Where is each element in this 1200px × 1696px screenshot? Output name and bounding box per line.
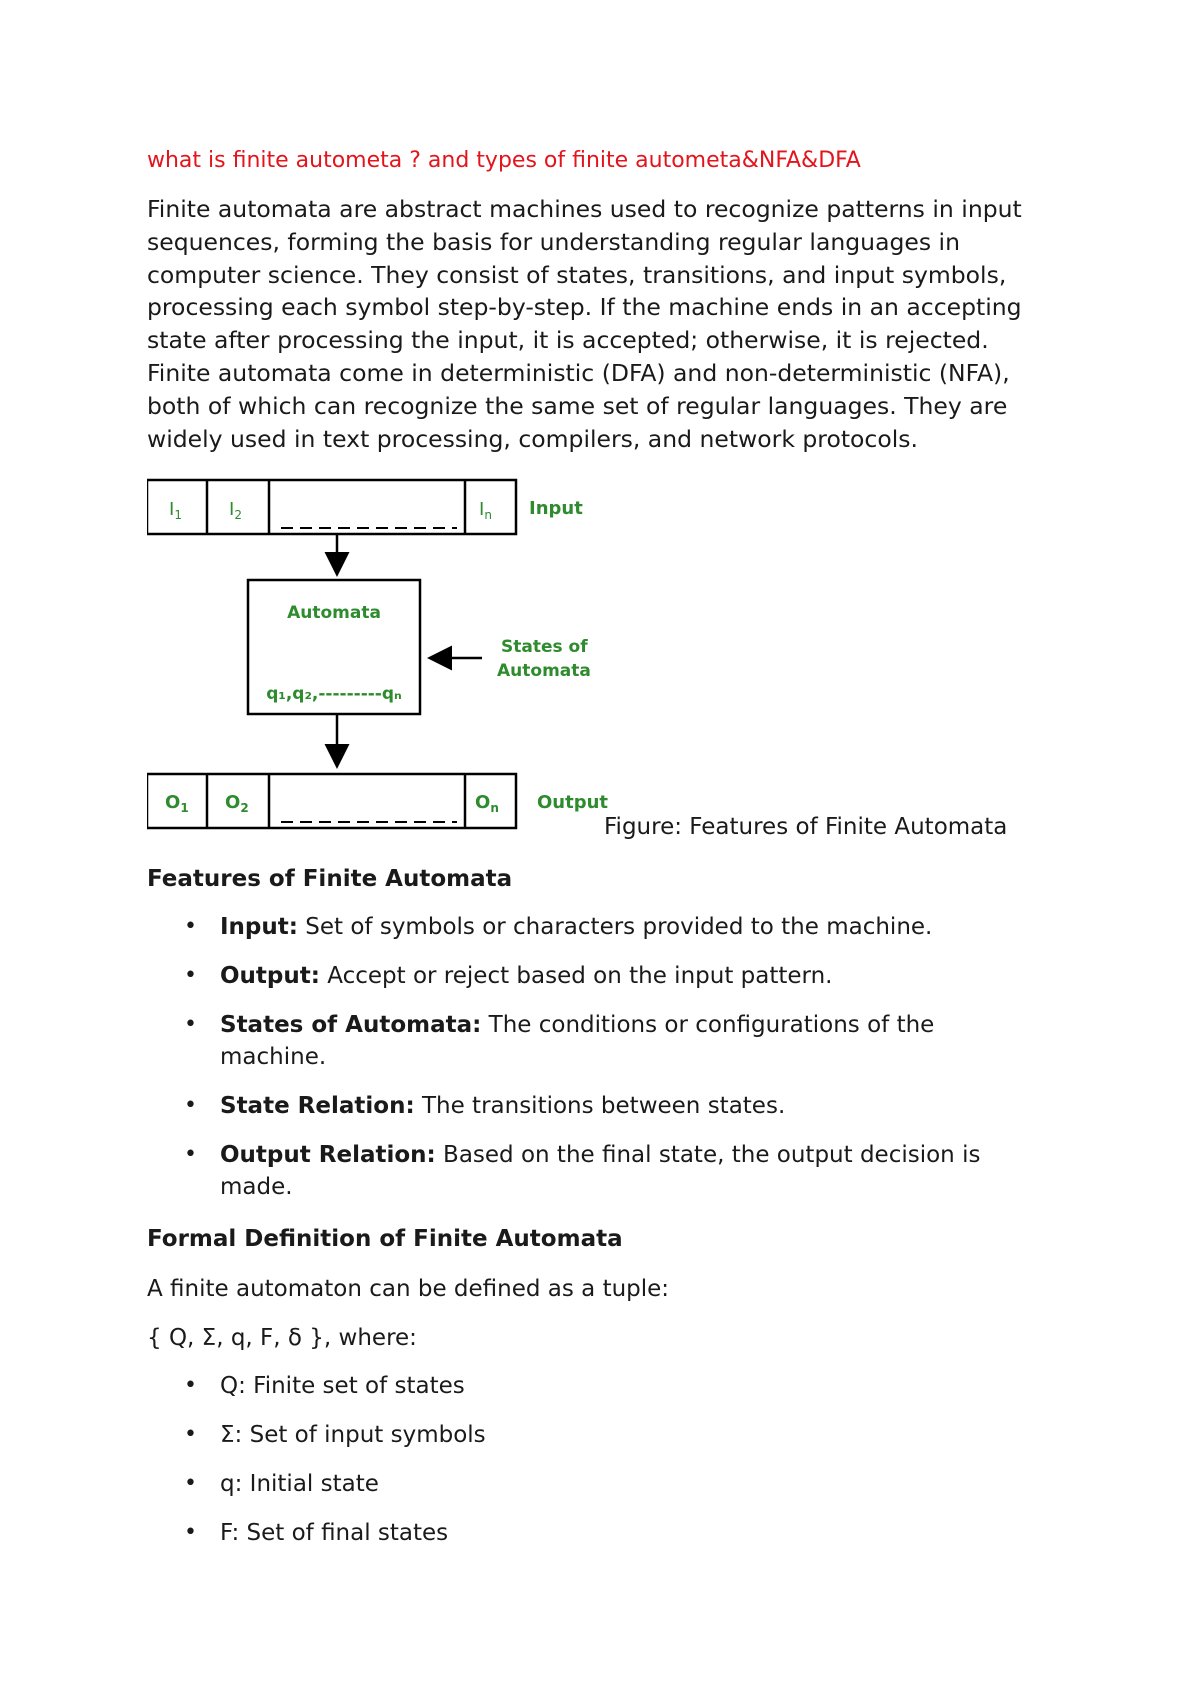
input-cell-1: $I_1$ [169, 499, 182, 522]
figure-caption: Figure: Features of Finite Automata [604, 814, 1008, 840]
intro-line: widely used in text processing, compilers, and network protocols. [147, 424, 918, 453]
list-item: • q: Initial state [147, 1468, 1047, 1500]
intro-line: sequences, forming the basis for understanding regular languages in [147, 227, 960, 256]
feature-term: Output: [220, 963, 320, 989]
input-cell-n: $I_n$ [479, 499, 492, 522]
automata-label: Automata [287, 603, 381, 623]
intro-line: Finite automata come in deterministic (DFA) and non-deterministic (NFA), [147, 358, 1010, 387]
list-item: • Σ: Set of input symbols [147, 1419, 1047, 1451]
states-label-line2: Automata [497, 661, 591, 681]
finite-automata-diagram [147, 472, 617, 840]
list-item [147, 1090, 1047, 1122]
tuple-line: { Q, Σ, q, F, δ }, where: [147, 1325, 417, 1351]
formal-intro: A finite automaton can be defined as a tuple: [147, 1276, 670, 1302]
feature-term: State Relation: [220, 1093, 415, 1119]
feature-term: States of Automata: [220, 1012, 482, 1038]
feature-term: Input: [220, 914, 298, 940]
automata-box [248, 580, 420, 714]
intro-line: processing each symbol step-by-step. If the machine ends in an accepting [147, 293, 1022, 322]
input-cell-2: $I_2$ [229, 499, 242, 522]
list-item [147, 1139, 1000, 1203]
features-list [147, 911, 1047, 1220]
list-item [147, 1009, 980, 1073]
formal-definition-heading: Formal Definition of Finite Automata [147, 1226, 623, 1252]
output-cell-n: $O_n$ [475, 792, 499, 815]
input-tape [147, 480, 583, 534]
intro-line: state after processing the input, it is accepted; otherwise, it is rejected. [147, 326, 989, 355]
feature-desc: Accept or reject based on the input pattern. [319, 963, 833, 989]
feature-desc: The transitions between states. [414, 1093, 786, 1119]
output-label: Output [537, 792, 609, 813]
tuple-items-list [147, 1370, 1047, 1566]
output-cell-2: $O_2$ [225, 792, 249, 815]
feature-desc: Based on the final state, the output decision is made. [220, 1142, 981, 1200]
feature-desc: The conditions or configurations of the machine. [220, 1012, 935, 1070]
feature-term: Output Relation: [220, 1142, 436, 1168]
list-item: • Q: Finite set of states [147, 1370, 1047, 1402]
page-title: what is finite autometa ? and types of finite autometa&NFA&DFA [147, 148, 861, 173]
intro-line: Finite automata are abstract machines used to recognize patterns in input [147, 195, 1022, 223]
input-label: Input [529, 498, 583, 519]
features-heading: Features of Finite Automata [147, 866, 513, 892]
output-cell-1: $O_1$ [165, 792, 189, 815]
states-expression: q₁,q₂,---------qₙ [266, 684, 402, 704]
list-item: • F: Set of final states [147, 1517, 1047, 1549]
intro-line: computer science. They consist of states, transitions, and input symbols, [147, 260, 1007, 289]
intro-line: both of which can recognize the same set of regular languages. They are [147, 391, 1008, 420]
list-item [147, 911, 1047, 943]
states-label-line1: States of [501, 637, 588, 657]
feature-desc: Set of symbols or characters provided to the machine. [297, 914, 933, 940]
list-item [147, 960, 1047, 992]
output-tape [147, 774, 608, 828]
intro-paragraph [147, 193, 1072, 455]
